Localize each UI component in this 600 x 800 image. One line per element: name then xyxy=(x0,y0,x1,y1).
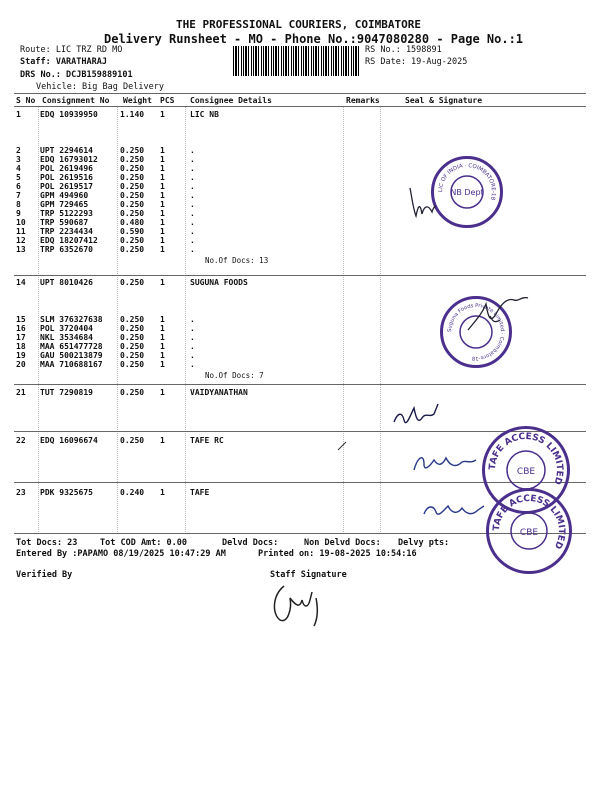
entered-by: Entered By :PAPAMO 08/19/2025 10:47:29 AM xyxy=(16,549,226,559)
col-consignment: Consignment No xyxy=(42,96,110,105)
total-docs: Tot Docs: 23 xyxy=(16,538,78,548)
table-row: 10 TRP 590687 0.480 1 . xyxy=(16,218,195,227)
table-row: 23 PDK 9325675 0.240 1 TAFE xyxy=(16,488,210,497)
suguna-signature xyxy=(462,290,540,336)
table-row: 14 UPT 8010426 0.250 1 SUGUNA FOODS xyxy=(16,278,248,287)
table-row: 15 SLM 376327638 0.250 1 . xyxy=(16,315,195,324)
tafe-stamp-2 xyxy=(486,488,572,574)
docs-count: No.Of Docs: 7 xyxy=(205,371,264,380)
lic-signature xyxy=(408,184,438,220)
rs-date: RS Date: 19-Aug-2025 xyxy=(365,57,468,67)
col-consignee-details: Consignee Details xyxy=(190,96,272,105)
tick-mark xyxy=(336,440,350,452)
col-remarks: Remarks xyxy=(346,96,380,105)
rs-number: RS No.: 1598891 xyxy=(365,45,442,55)
staff-text: Staff: VARATHARAJ xyxy=(20,57,107,67)
drs-number: DRS No.: DCJB159889101 xyxy=(20,70,133,80)
svg-text:NB Dept: NB Dept xyxy=(450,188,484,197)
non-delivered-docs: Non Delvd Docs: xyxy=(304,538,381,548)
col-sno: S No xyxy=(16,96,36,105)
svg-text:CBE: CBE xyxy=(516,467,536,477)
table-row: 21 TUT 7290819 0.250 1 VAIDYANATHAN xyxy=(16,388,248,397)
delivery-points: Delvy pts: xyxy=(398,538,450,548)
table-row: 11 TRP 2234434 0.590 1 . xyxy=(16,227,195,236)
table-row: 16 POL 3720404 0.250 1 . xyxy=(16,324,195,333)
table-row: 17 NKL 3534684 0.250 1 . xyxy=(16,333,195,342)
col-seal-signature: Seal & Signature xyxy=(405,96,483,105)
barcode xyxy=(233,46,361,76)
docs-count: No.Of Docs: 13 xyxy=(205,256,269,265)
route-text: Route: LIC TRZ RD MO xyxy=(20,45,123,55)
table-row: 19 GAU 500213879 0.250 1 . xyxy=(16,351,195,360)
staff-signature-label: Staff Signature xyxy=(270,570,347,580)
table-row: 20 MAA 710688167 0.250 1 . xyxy=(16,360,195,369)
svg-text:TAFE ACCESS LIMITED: TAFE ACCESS LIMITED xyxy=(487,431,565,486)
table-row: 7 GPM 494960 0.250 1 . xyxy=(16,191,195,200)
table-row: 1 EDQ 10939950 1.140 1 LIC NB xyxy=(16,110,219,119)
table-row: 4 POL 2619496 0.250 1 . xyxy=(16,164,195,173)
verified-by: Verified By xyxy=(16,570,73,580)
group-rule xyxy=(14,384,586,385)
svg-text:Suguna Foods Private Limited ·: Suguna Foods Private Limited · Coimbatore-18 xyxy=(446,302,506,362)
runsheet-title: Delivery Runsheet - MO - Phone No.:9047080280 - Page No.:1 xyxy=(104,32,524,46)
table-row: 8 GPM 729465 0.250 1 . xyxy=(16,200,195,209)
total-cod-amount: Tot COD Amt: 0.00 xyxy=(100,538,187,548)
table-row: 13 TRP 6352670 0.250 1 . xyxy=(16,245,195,254)
table-row: 9 TRP 5122293 0.250 1 . xyxy=(16,209,195,218)
svg-text:CBE: CBE xyxy=(519,528,539,538)
table-row: 22 EDQ 16096674 0.250 1 TAFE RC xyxy=(16,436,224,445)
printed-on: Printed on: 19-08-2025 10:54:16 xyxy=(258,549,417,559)
table-row: 12 EDQ 18207412 0.250 1 . xyxy=(16,236,195,245)
header-top-rule xyxy=(14,93,586,94)
svg-text:TAFE ACCESS LIMITED: TAFE ACCESS LIMITED xyxy=(491,493,567,551)
lic-stamp xyxy=(431,156,503,228)
group-rule xyxy=(14,275,586,276)
table-row: 5 POL 2619516 0.250 1 . xyxy=(16,173,195,182)
svg-text:LIC OF INDIA · COIMBATORE-18: LIC OF INDIA · COIMBATORE-18 xyxy=(437,162,497,201)
table-row: 2 UPT 2294614 0.250 1 . xyxy=(16,146,195,155)
table-row: 6 POL 2619517 0.250 1 . xyxy=(16,182,195,191)
vaidyanathan-signature xyxy=(392,398,442,434)
tafe-signature xyxy=(420,496,490,524)
delivered-docs: Delvd Docs: xyxy=(222,538,279,548)
col-pcs: PCS xyxy=(160,96,175,105)
table-row: 3 EDQ 16793012 0.250 1 . xyxy=(16,155,195,164)
header-bottom-rule xyxy=(14,106,586,107)
tafe-rc-signature xyxy=(410,446,480,476)
staff-signature xyxy=(266,578,336,628)
company-name: THE PROFESSIONAL COURIERS, COIMBATORE xyxy=(176,18,422,31)
vehicle-text: Vehicle: Big Bag Delivery xyxy=(36,82,164,92)
col-weight: Weight xyxy=(123,96,152,105)
table-row: 18 MAA 651477728 0.250 1 . xyxy=(16,342,195,351)
